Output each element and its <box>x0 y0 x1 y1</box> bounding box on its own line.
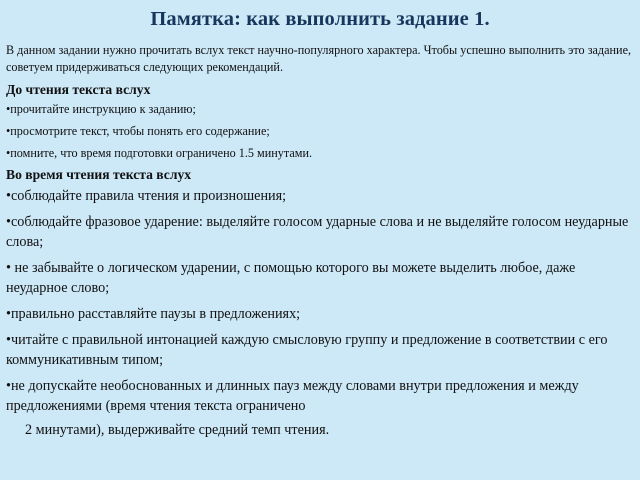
list-item: • не забывайте о логическом ударении, с помощью которого вы можете выделить любое, даже неударное слово; <box>6 260 576 296</box>
list-item: •соблюдайте фразовое ударение: выделяйте голосом ударные слова и не выделяйте голосом неударные слова; <box>6 214 629 250</box>
list-item: •соблюдайте правила чтения и произношения; <box>6 188 287 204</box>
list-item: •просмотрите текст, чтобы понять его содержание; <box>6 124 270 138</box>
list-item: •не допускайте необоснованных и длинных пауз между словами внутри предложения и между предложениями (время чтения текста ограничено <box>6 378 579 414</box>
list-item: •прочитайте инструкцию к заданию; <box>6 102 196 116</box>
before-reading-list <box>6 101 632 162</box>
section-heading-before-reading: До чтения текста вслух <box>6 82 151 97</box>
intro-paragraph: В данном задании нужно прочитать вслух текст научно-популярного характера. Чтобы успешно выполнить это задание, советуем придерживаться следующих рекомендаций. <box>6 43 632 74</box>
slide-body <box>6 42 632 446</box>
list-item: •правильно расставляйте паузы в предложениях; <box>6 306 301 322</box>
during-reading-list <box>6 186 632 440</box>
section-heading-during-reading: Во время чтения текста вслух <box>6 167 192 182</box>
slide-title: Памятка: как выполнить задание 1. <box>150 8 490 30</box>
list-item: •помните, что время подготовки ограничено 1.5 минутами. <box>6 146 313 160</box>
list-item-continuation: 2 минутами), выдерживайте средний темп чтения. <box>25 422 330 438</box>
list-item: •читайте с правильной интонацией каждую смысловую группу и предложение в соответствии с его коммуникативным типом; <box>6 332 608 368</box>
